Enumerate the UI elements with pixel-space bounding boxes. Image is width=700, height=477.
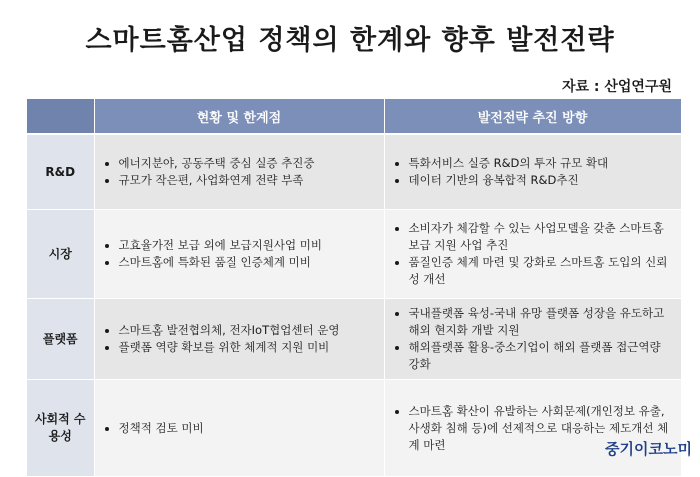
row-category: 시장	[27, 210, 94, 299]
strategies-cell	[384, 134, 681, 210]
list-item: • 에너지분야, 공동주택 중심 실증 추진중	[119, 155, 378, 172]
row-category: R&D	[27, 134, 94, 210]
row-category: 플랫폼	[27, 299, 94, 380]
list-item: • 정책적 검토 미비	[119, 420, 378, 437]
strategies-cell	[384, 210, 681, 299]
table-row	[27, 299, 681, 380]
list-item: • 규모가 작은편, 사업화연계 전략 부족	[119, 172, 378, 189]
strategies-cell	[384, 380, 681, 477]
limits-cell	[94, 299, 384, 380]
strategies-cell	[384, 299, 681, 380]
list-item: • 해외플랫폼 활용-중소기업이 해외 플랫폼 접근역량 강화	[409, 339, 675, 373]
page-title: 스마트홈산업 정책의 한계와 향후 발전전략	[85, 25, 615, 56]
list-item: • 스마트홈에 특화된 품질 인증체계 미비	[119, 254, 378, 271]
limits-cell	[94, 134, 384, 210]
list-item: • 플랫폼 역량 확보를 위한 체계적 지원 미비	[119, 339, 378, 356]
policy-table	[27, 99, 682, 477]
table-row	[27, 134, 681, 210]
list-item: • 국내플랫폼 육성-국내 유망 플랫폼 성장을 유도하고 해외 현지화 개발 지원	[409, 305, 675, 339]
header-strategies: 발전전략 추진 방향	[384, 99, 681, 134]
row-category: 사회적 수용성	[27, 380, 94, 477]
source-note: 자료 : 산업연구원	[561, 79, 672, 95]
header-limits: 현황 및 한계점	[94, 99, 384, 134]
table-row	[27, 210, 681, 299]
publisher-logo: 중기이코노미	[605, 440, 692, 458]
list-item: • 특화서비스 실증 R&D의 투자 규모 확대	[409, 155, 675, 172]
list-item: • 소비자가 체감할 수 있는 사업모델을 갖춘 스마트홈 보급 지원 사업 추진	[409, 220, 675, 254]
limits-cell	[94, 380, 384, 477]
limits-cell	[94, 210, 384, 299]
list-item: • 스마트홈 발전협의체, 전자IoT협업센터 운영	[119, 322, 378, 339]
table-header-row	[27, 99, 681, 134]
list-item: • 품질인증 체계 마련 및 강화로 스마트홈 도입의 신뢰성 개선	[409, 254, 675, 288]
header-corner	[27, 99, 94, 134]
list-item: • 고효율가전 보급 외에 보급지원사업 미비	[119, 237, 378, 254]
list-item: • 스마트홈 확산이 유발하는 사회문제(개인정보 유출, 사생화 침해 등)에 선제적으로 대응하는 제도개선 체계 마련	[409, 403, 675, 454]
list-item: • 데이터 기반의 융복합적 R&D추진	[409, 172, 675, 189]
table-row	[27, 380, 681, 477]
